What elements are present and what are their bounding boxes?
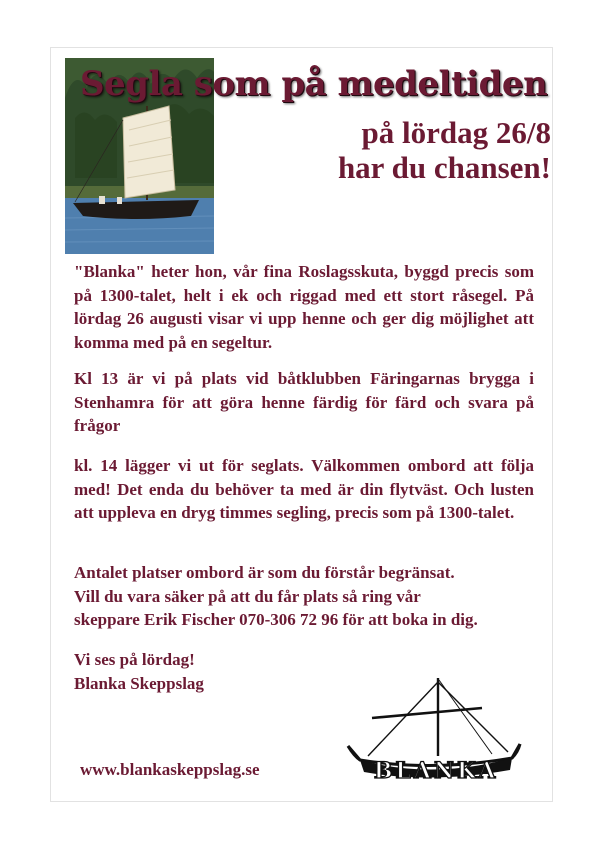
website-link[interactable]: www.blankaskeppslag.se [80, 760, 260, 779]
booking-line: Antalet platser ombord är som du förstår begränsat. [74, 563, 455, 582]
booking-paragraph [74, 561, 534, 632]
date-subtitle: på lördag 26/8 [361, 115, 551, 150]
sailing-paragraph: kl. 14 lägger vi ut för seglats. Välkommen ombord att följa med! Det enda du behöver ta med är din flytväst. Och lusten att uppleva en dryg timmes segling, precis som på 1300-talet. [74, 456, 534, 522]
blanka-ship-logo [342, 660, 526, 785]
chance-subtitle: har du chansen! [337, 150, 551, 185]
logo-text: BLANKA [373, 758, 499, 784]
meeting-paragraph: Kl 13 är vi på plats vid båtklubben Färingarnas brygga i Stenhamra för att göra henne färdig för färd och svara på frågor [74, 369, 534, 435]
intro-paragraph: "Blanka" heter hon, vår fina Roslagsskuta, byggd precis som på 1300-talet, helt i ek och riggad med ett stort råsegel. På lördag 26 augusti visar vi upp henne och ger dig möjlighet att komma med på en segeltur. [74, 262, 534, 352]
booking-line: Vill du vara säker på att du får plats så ring vår [74, 586, 421, 606]
booking-line: skeppare Erik Fischer 070-306 72 96 för att boka in dig. [74, 610, 478, 629]
closing-line: Vi ses på lördag! [74, 650, 195, 669]
signature-line: Blanka Skeppslag [74, 673, 204, 693]
page-title: Segla som på medeltiden [80, 64, 548, 104]
ship-logo-drawing [342, 660, 526, 785]
